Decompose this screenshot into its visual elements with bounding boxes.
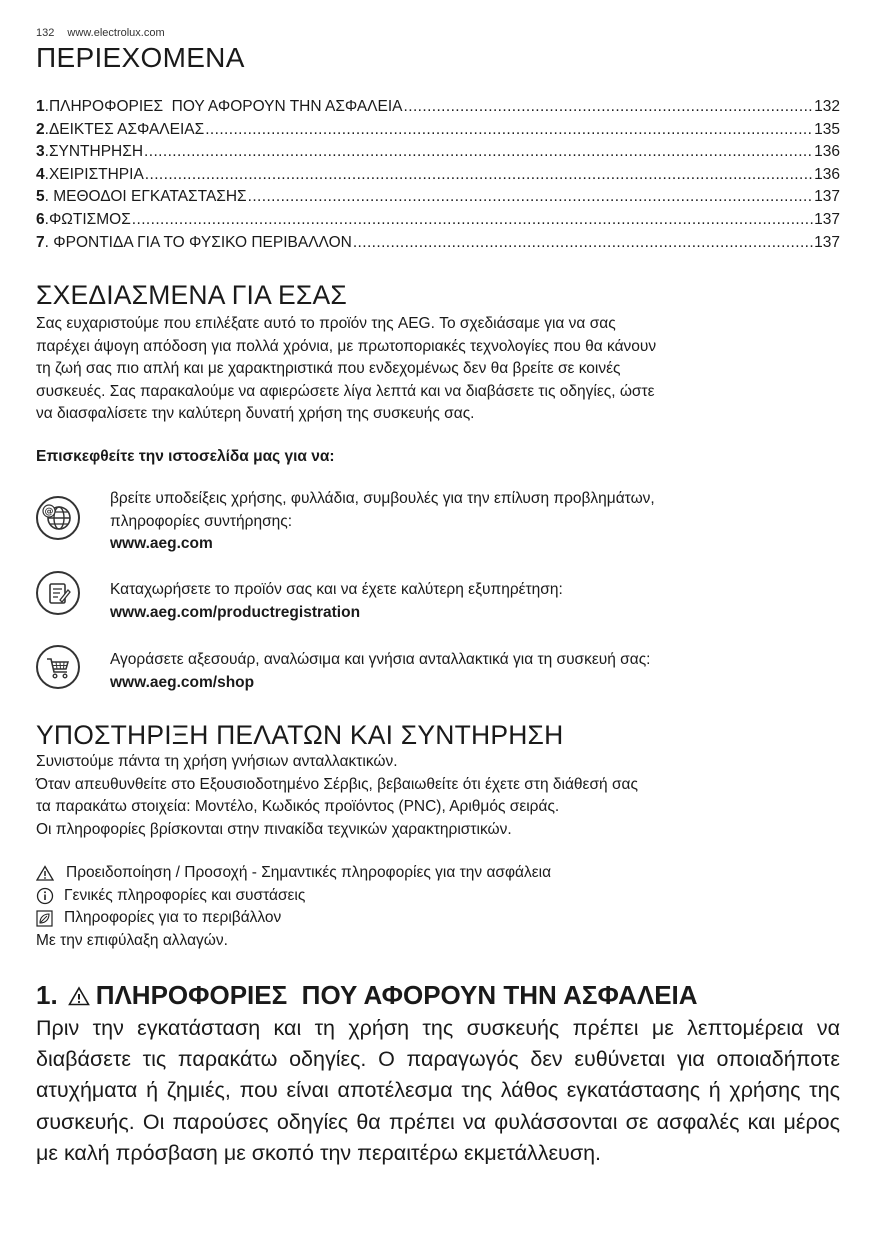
toc-number: 5 xyxy=(36,188,45,206)
toc-item-7[interactable] xyxy=(36,232,840,255)
toc-page: 137 xyxy=(814,188,840,206)
link-text-shop xyxy=(110,649,830,694)
paragraph-line: Όταν απευθυνθείτε στο Εξουσιοδοτημένο Σέρβις, βεβαιωθείτε ότι έχετε στη διάθεσή σας xyxy=(36,775,638,793)
toc-item-6[interactable] xyxy=(36,209,840,232)
link-text-tips xyxy=(110,488,830,556)
toc-leader xyxy=(248,186,813,209)
svg-text:@: @ xyxy=(44,507,54,517)
toc-sep: . xyxy=(44,210,49,228)
link-row-shop xyxy=(36,649,840,699)
toc-sep: . xyxy=(44,143,49,161)
legend-text: Πληροφορίες για το περιβάλλον xyxy=(64,909,282,927)
toc-number: 2 xyxy=(36,120,45,138)
paragraph-line: Οι πληροφορίες βρίσκονται στην πινακίδα τεχνικών χαρακτηριστικών. xyxy=(36,820,512,838)
paragraph-line: τη ζωή σας πιο απλή και με χαρακτηριστικά που ενδεχομένως δεν θα βρείτε σε κοινές xyxy=(36,360,621,378)
globe-at-icon xyxy=(36,496,80,540)
toc-sep: . xyxy=(44,165,49,183)
designed-paragraph xyxy=(36,313,826,426)
toc-number: 7 xyxy=(36,233,45,251)
toc-label: ΧΕΙΡΙΣΤΗΡΙΑ xyxy=(48,165,144,183)
contents-title: ΠΕΡΙΕΧΟΜΕΝΑ xyxy=(36,42,245,73)
section-1-intro: Πριν την εγκατάσταση και τη χρήση της συσκευής πρέπει με λεπτομέρεια να διαβάσετε τις παρακάτω οδηγίες. Ο παραγωγός δεν ευθύνεται για οποιαδήποτε ατυχήματα ή ζημιές, που είναι αποτέλεσμα της λάθος εγκατάστασης ή χρήσης της συσκευής. Οι παρούσες οδηγίες θα πρέπει να φυλάσσονται σε ασφαλές και μέρος με καλή πρόσβαση με σκοπό την περαιτέρω εκμετάλλευση. xyxy=(36,1016,840,1165)
designed-heading: ΣΧΕΔΙΑΣΜΕΝΑ ΓΙΑ ΕΣΑΣ xyxy=(36,280,347,310)
toc-page: 132 xyxy=(814,98,840,115)
section-number: 1. xyxy=(36,980,58,1010)
shopping-cart-icon xyxy=(36,645,80,689)
link-row-tips xyxy=(36,488,840,558)
toc-leader xyxy=(404,96,814,119)
toc-label: ΔΕΙΚΤΕΣ ΑΣΦΑΛΕΙΑΣ xyxy=(48,120,205,138)
paragraph-line: τα παρακάτω στοιχεία: Μοντέλο, Κωδικός προϊόντος (PNC), Αριθμός σειράς. xyxy=(36,798,560,816)
link-description-line: Αγοράσετε αξεσουάρ, αναλώσιμα και γνήσια ανταλλακτικά για τη συσκευή σας: xyxy=(110,651,651,668)
info-icon xyxy=(36,887,58,905)
toc-label: ΜΕΘΟΔΟΙ ΕΓΚΑΤΑΣΤΑΣΗΣ xyxy=(53,188,247,206)
toc-leader xyxy=(145,164,813,187)
toc-number: 6 xyxy=(36,210,45,228)
page-header xyxy=(36,27,165,39)
toc-sep: . xyxy=(44,233,54,251)
legend-item-info xyxy=(36,885,551,908)
toc-item-1[interactable] xyxy=(36,96,840,119)
link-text-registration xyxy=(110,579,830,624)
toc-item-3[interactable] xyxy=(36,141,840,164)
registration-form-icon xyxy=(36,571,80,615)
link-description-line: βρείτε υποδείξεις χρήσης, φυλλάδια, συμβουλές για την επίλυση προβλημάτων, xyxy=(110,490,655,507)
table-of-contents xyxy=(36,96,840,254)
toc-item-5[interactable] xyxy=(36,186,840,209)
product-registration-link[interactable]: www.aeg.com/productregistration xyxy=(110,603,361,621)
section-1-title xyxy=(36,980,698,1011)
toc-leader xyxy=(353,232,813,255)
paragraph-line: παρέχει άψογη απόδοση για πολλά χρόνια, με πρωτοποριακές τεχνολογίες που θα κάνουν xyxy=(36,337,657,355)
link-description-line: Καταχωρήσετε το προϊόν σας και να έχετε καλύτερη εξυπηρέτηση: xyxy=(110,581,563,598)
toc-page: 137 xyxy=(814,233,840,251)
toc-label: ΣΥΝΤΗΡΗΣΗ xyxy=(48,143,144,161)
visit-label: Επισκεφθείτε την ιστοσελίδα μας για να: xyxy=(36,448,335,465)
toc-sep: . xyxy=(44,120,49,138)
support-heading: ΥΠΟΣΤΗΡΙΞΗ ΠΕΛΑΤΩΝ ΚΑΙ ΣΥΝΤΗΡΗΣΗ xyxy=(36,720,564,750)
toc-item-2[interactable] xyxy=(36,119,840,142)
page-number: 132 xyxy=(36,27,55,39)
legend-text: Γενικές πληροφορίες και συστάσεις xyxy=(64,886,306,904)
paragraph-line: να διασφαλίσετε την καλύτερη δυνατή χρήση της συσκευής σας. xyxy=(36,405,475,423)
toc-label: ΦΡΟΝΤΙΔΑ ΓΙΑ ΤΟ ΦΥΣΙΚΟ ΠΕΡΙΒΑΛΛΟΝ xyxy=(53,233,352,251)
warning-icon xyxy=(36,865,58,881)
toc-leader xyxy=(144,141,813,164)
website-link[interactable]: www.electrolux.com xyxy=(67,27,165,39)
paragraph-line: συσκευές. Σας παρακαλούμε να αφιερώσετε λίγα λεπτά και να διαβάσετε τις οδηγίες, ώστε xyxy=(36,382,655,400)
link-row-registration xyxy=(36,579,840,629)
symbol-legend xyxy=(36,862,551,952)
aeg-home-link[interactable]: www.aeg.com xyxy=(110,535,213,553)
changes-note: Με την επιφύλαξη αλλαγών. xyxy=(36,931,228,949)
toc-label: ΠΛΗΡΟΦΟΡΙΕΣ ΠΟΥ ΑΦΟΡΟΥΝ ΤΗΝ ΑΣΦΑΛΕΙΑ xyxy=(48,98,403,115)
environment-icon xyxy=(36,910,58,927)
legend-item-environment xyxy=(36,907,551,930)
paragraph-line: Συνιστούμε πάντα τη χρήση γνήσιων ανταλλακτικών. xyxy=(36,753,398,770)
toc-label: ΦΩΤΙΣΜΟΣ xyxy=(48,210,131,228)
warning-icon xyxy=(68,986,90,1006)
toc-item-4[interactable] xyxy=(36,164,840,187)
support-paragraph xyxy=(36,751,826,841)
toc-sep: . xyxy=(44,98,49,115)
link-description-line: πληροφορίες συντήρησης: xyxy=(110,512,293,530)
toc-number: 1 xyxy=(36,98,45,115)
toc-page: 136 xyxy=(814,165,840,183)
toc-page: 137 xyxy=(814,210,840,228)
toc-page: 135 xyxy=(814,120,840,138)
legend-item-warning xyxy=(36,862,551,885)
toc-leader xyxy=(205,119,813,142)
legend-text: Προειδοποίηση / Προσοχή - Σημαντικές πληροφορίες για την ασφάλεια xyxy=(66,864,552,881)
shop-link[interactable]: www.aeg.com/shop xyxy=(110,673,255,691)
section-title-text: ΠΛΗΡΟΦΟΡΙΕΣ ΠΟΥ ΑΦΟΡΟΥΝ ΤΗΝ ΑΣΦΑΛΕΙΑ xyxy=(95,980,698,1010)
paragraph-line: Σας ευχαριστούμε που επιλέξατε αυτό το προϊόν της AEG. Το σχεδιάσαμε για να σας xyxy=(36,315,616,332)
toc-page: 136 xyxy=(814,143,840,161)
toc-number: 3 xyxy=(36,143,45,161)
toc-number: 4 xyxy=(36,165,45,183)
toc-leader xyxy=(132,209,813,232)
toc-sep: . xyxy=(44,188,54,206)
